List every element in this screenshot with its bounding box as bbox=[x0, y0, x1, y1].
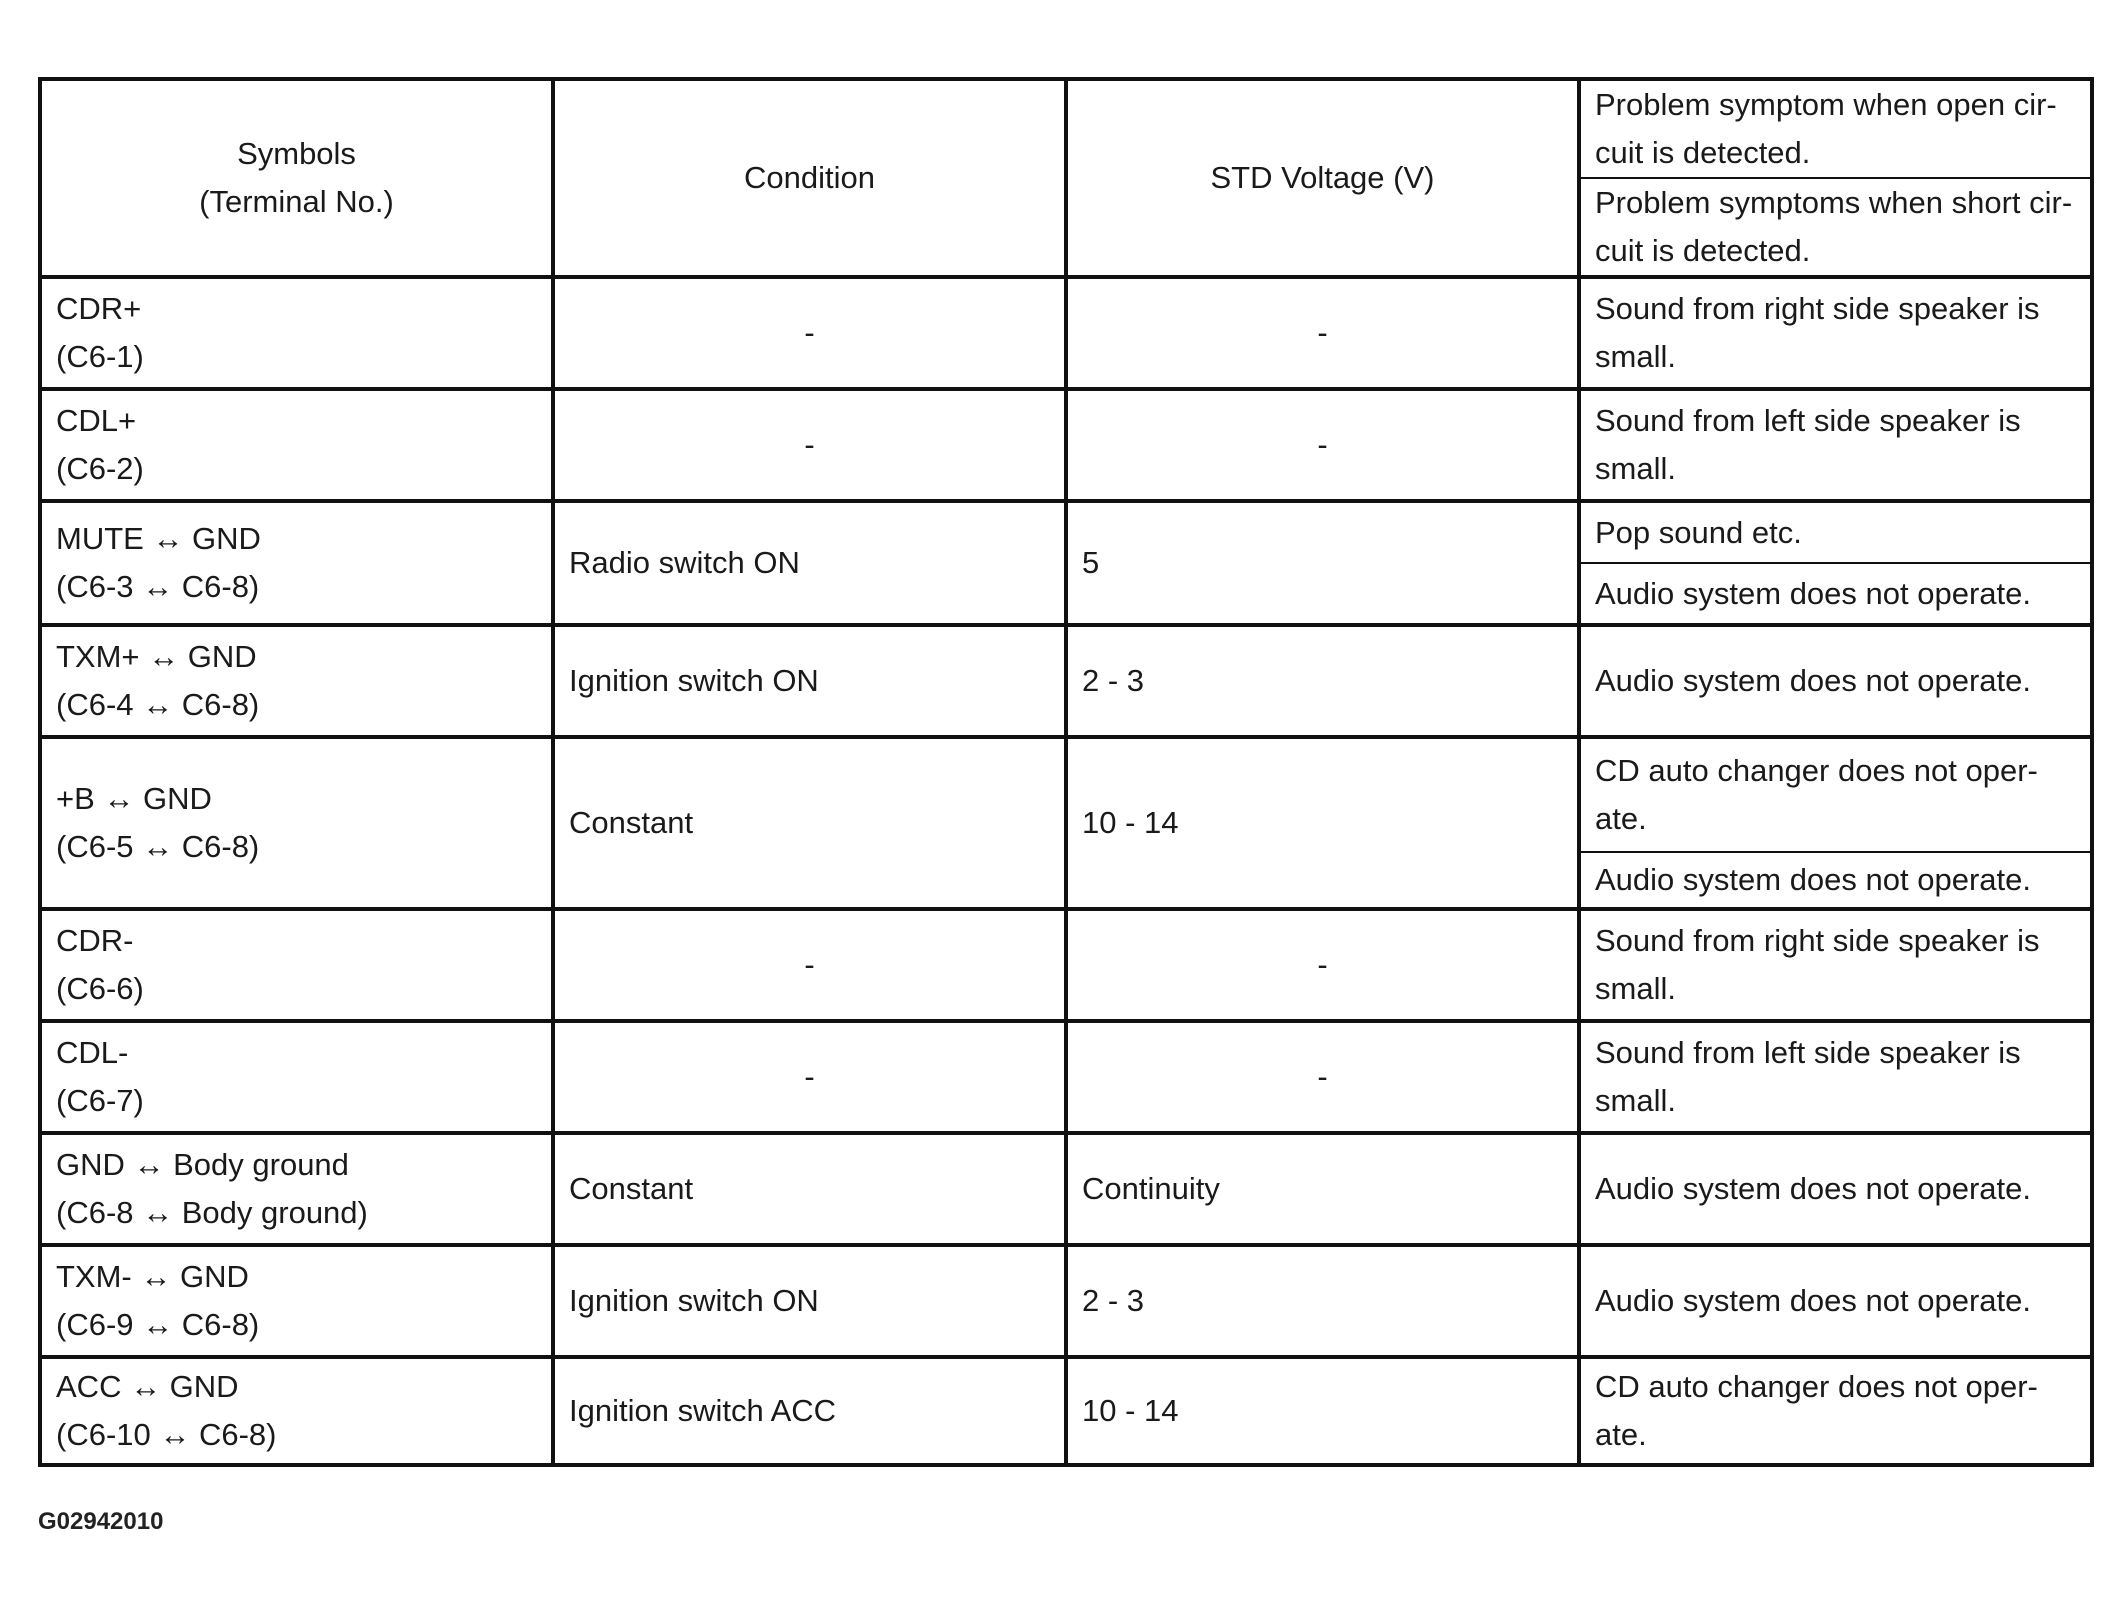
symbol-name: CDR- bbox=[56, 923, 134, 958]
text-line: ate. bbox=[1595, 1417, 1647, 1452]
condition-cell: Ignition switch ON bbox=[553, 1245, 1066, 1357]
table-row bbox=[40, 625, 2092, 737]
symptom-cell bbox=[1579, 1245, 2092, 1357]
symbol-name: TXM- ↔ GND bbox=[56, 1259, 249, 1294]
symptom-cell bbox=[1579, 1357, 2092, 1465]
condition-cell: Ignition switch ON bbox=[553, 625, 1066, 737]
condition-cell: - bbox=[553, 1021, 1066, 1133]
text-line: Audio system does not operate. bbox=[1595, 862, 2031, 897]
symbol-cell bbox=[40, 1133, 553, 1245]
text-line: Audio system does not operate. bbox=[1595, 1171, 2031, 1206]
figure-code: G02942010 bbox=[38, 1508, 164, 1535]
symbol-cell bbox=[40, 277, 553, 389]
text-line: Pop sound etc. bbox=[1595, 514, 1802, 550]
symbol-name: ACC ↔ GND bbox=[56, 1369, 239, 1404]
text-line: Problem symptom when open cir- bbox=[1595, 87, 2057, 122]
table-row bbox=[40, 389, 2092, 501]
symptom-cell bbox=[1579, 501, 2092, 563]
symbol-name: +B ↔ GND bbox=[56, 781, 212, 816]
symptom-cell bbox=[1579, 852, 2092, 909]
symbol-name: MUTE ↔ GND bbox=[56, 521, 261, 556]
symbol-name: GND ↔ Body ground bbox=[56, 1147, 349, 1182]
terminal-spec-table bbox=[38, 77, 2094, 1467]
symbol-cell bbox=[40, 1357, 553, 1465]
text-line: small. bbox=[1595, 339, 1676, 374]
table-row bbox=[40, 1021, 2092, 1133]
symbol-cell bbox=[40, 625, 553, 737]
std-voltage-cell: 10 - 14 bbox=[1066, 737, 1579, 909]
symptom-cell bbox=[1579, 563, 2092, 625]
text-line: small. bbox=[1595, 451, 1676, 486]
std-voltage-cell: Continuity bbox=[1066, 1133, 1579, 1245]
table-body bbox=[40, 79, 2092, 1465]
text-line: Audio system does not operate. bbox=[1595, 575, 2031, 611]
std-voltage-cell: 10 - 14 bbox=[1066, 1357, 1579, 1465]
header-row bbox=[40, 79, 2092, 178]
symbol-cell bbox=[40, 1245, 553, 1357]
condition-cell: - bbox=[553, 389, 1066, 501]
condition-cell: Ignition switch ACC bbox=[553, 1357, 1066, 1465]
header-open-circuit-symptom bbox=[1579, 79, 2092, 178]
terminal-number: (C6-7) bbox=[56, 1083, 144, 1118]
std-voltage-cell: - bbox=[1066, 909, 1579, 1021]
text-line: (Terminal No.) bbox=[199, 184, 394, 219]
symptom-cell bbox=[1579, 737, 2092, 852]
symbol-name: CDL+ bbox=[56, 403, 137, 438]
text-line: ate. bbox=[1595, 801, 1647, 836]
std-voltage-cell: - bbox=[1066, 389, 1579, 501]
symbol-cell bbox=[40, 909, 553, 1021]
symbol-cell bbox=[40, 737, 553, 909]
text-line: small. bbox=[1595, 971, 1676, 1006]
condition-cell: - bbox=[553, 277, 1066, 389]
text-line: Sound from right side speaker is bbox=[1595, 923, 2040, 958]
symptom-cell bbox=[1579, 277, 2092, 389]
terminal-number: (C6-3 ↔ C6-8) bbox=[56, 569, 260, 604]
std-voltage-cell: - bbox=[1066, 277, 1579, 389]
symbol-cell bbox=[40, 1021, 553, 1133]
terminal-number: (C6-6) bbox=[56, 971, 144, 1006]
std-voltage-cell: 5 bbox=[1066, 501, 1579, 625]
table-row bbox=[40, 277, 2092, 389]
symptom-cell bbox=[1579, 909, 2092, 1021]
symbol-cell bbox=[40, 389, 553, 501]
std-voltage-cell: 2 - 3 bbox=[1066, 1245, 1579, 1357]
condition-cell: - bbox=[553, 909, 1066, 1021]
symbol-name: TXM+ ↔ GND bbox=[56, 639, 257, 674]
header-condition: Condition bbox=[553, 79, 1066, 277]
header-symbols bbox=[40, 79, 553, 277]
symptom-cell bbox=[1579, 389, 2092, 501]
terminal-number: (C6-10 ↔ C6-8) bbox=[56, 1417, 277, 1452]
terminal-number: (C6-8 ↔ Body ground) bbox=[56, 1195, 368, 1230]
text-line: Audio system does not operate. bbox=[1595, 663, 2031, 698]
terminal-number: (C6-5 ↔ C6-8) bbox=[56, 829, 260, 864]
terminal-number: (C6-9 ↔ C6-8) bbox=[56, 1307, 260, 1342]
std-voltage-cell: 2 - 3 bbox=[1066, 625, 1579, 737]
header-short-circuit-symptom bbox=[1579, 178, 2092, 277]
std-voltage-cell: - bbox=[1066, 1021, 1579, 1133]
table-row bbox=[40, 909, 2092, 1021]
text-line: Symbols bbox=[237, 136, 356, 171]
text-line: cuit is detected. bbox=[1595, 233, 1811, 268]
table-row bbox=[40, 1357, 2092, 1465]
text-line: small. bbox=[1595, 1083, 1676, 1118]
table-row bbox=[40, 1133, 2092, 1245]
condition-cell: Constant bbox=[553, 1133, 1066, 1245]
text-line: cuit is detected. bbox=[1595, 135, 1811, 170]
condition-cell: Constant bbox=[553, 737, 1066, 909]
symptom-cell bbox=[1579, 1133, 2092, 1245]
terminal-number: (C6-4 ↔ C6-8) bbox=[56, 687, 260, 722]
text-line: Audio system does not operate. bbox=[1595, 1283, 2031, 1318]
text-line: Sound from left side speaker is bbox=[1595, 403, 2021, 438]
text-line: CD auto changer does not oper- bbox=[1595, 1369, 2038, 1404]
symptom-cell bbox=[1579, 625, 2092, 737]
header-std-voltage: STD Voltage (V) bbox=[1066, 79, 1579, 277]
condition-cell: Radio switch ON bbox=[553, 501, 1066, 625]
text-line: Sound from left side speaker is bbox=[1595, 1035, 2021, 1070]
symptom-cell bbox=[1579, 1021, 2092, 1133]
terminal-number: (C6-2) bbox=[56, 451, 144, 486]
table-row bbox=[40, 737, 2092, 852]
symbol-name: CDR+ bbox=[56, 291, 142, 326]
terminal-number: (C6-1) bbox=[56, 339, 144, 374]
symbol-name: CDL- bbox=[56, 1035, 129, 1070]
text-line: Problem symptoms when short cir- bbox=[1595, 185, 2073, 220]
symbol-cell bbox=[40, 501, 553, 625]
table-row bbox=[40, 501, 2092, 563]
text-line: Sound from right side speaker is bbox=[1595, 291, 2040, 326]
table-row bbox=[40, 1245, 2092, 1357]
text-line: CD auto changer does not oper- bbox=[1595, 753, 2038, 788]
